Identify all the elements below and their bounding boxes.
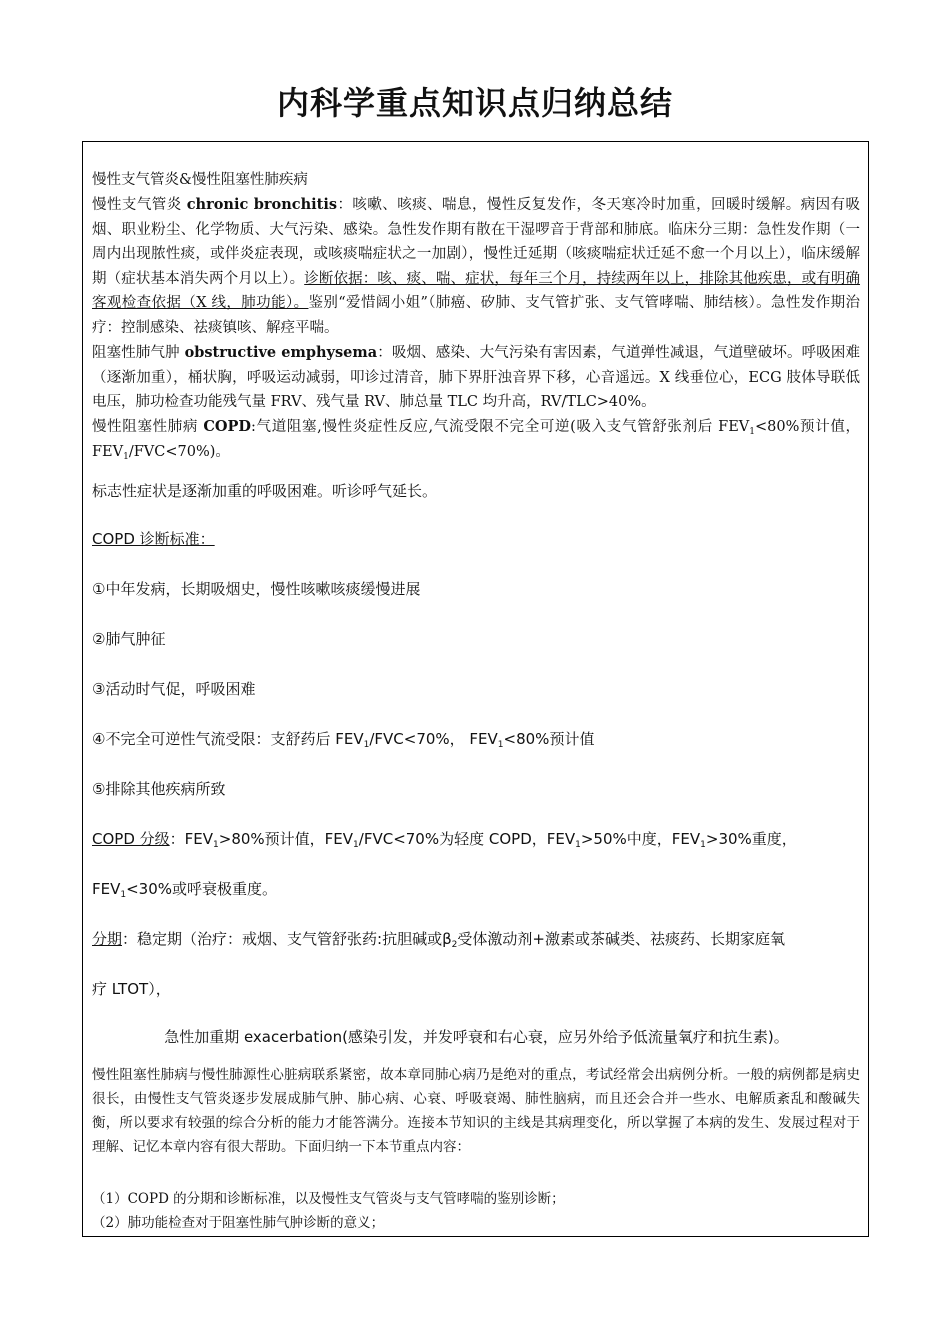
staging-line-2: 疗 LTOT）， [92, 980, 171, 998]
criteria-item: ③活动时气促，呼吸困难 [92, 680, 256, 698]
subscript: 1 [363, 740, 370, 750]
subscript: 1 [123, 451, 129, 462]
subscript: 2 [451, 940, 458, 950]
criteria-item [92, 728, 594, 749]
bronchitis-term: 慢性支气管炎 [92, 197, 187, 213]
subscript: 1 [575, 840, 581, 850]
copd-term-en: COPD [203, 418, 252, 435]
copd-term: 慢性阻塞性肺病 [92, 419, 204, 435]
grading-line-2 [92, 878, 277, 899]
summary-paragraph: 慢性阻塞性肺病与慢性肺源性心脏病联系紧密，故本章同肺心病乃是绝对的重点，考试经常会出病例分析。一般的病例都是病史很长，由慢性支气管炎逐步发展成肺气肿、肺心病、心衰、呼吸衰竭、肺性脑病，而且还会合并一些水、电解质紊乱和酸碱失衡，所以要求有较强的综合分析的能力才能答满分。连接本节知识的主线是其病理变化，所以掌握了本病的发生、发展过程对于理解、记忆本章内容有很大帮助。下面归纳一下本节重点内容： [92, 1067, 860, 1155]
exacerbation-text: 急性加重期 exacerbation(感染引发，并发呼衰和右心衰，应另外给予低流量氧疗和抗生素)。 [164, 1028, 789, 1046]
staging-text: ：稳定期（治疗：戒烟、支气管舒张药:抗胆碱或β [122, 930, 452, 948]
content-box [82, 141, 869, 1237]
bronchitis-tail: 鉴别“爱惜阔小姐”（肺癌、矽肺、支气管扩张、支气管哮喘、肺结核）。急性发作期治疗：控制感染、祛痰镇咳、解痉平喘。 [92, 295, 860, 336]
criteria-item: ②肺气肿征 [92, 630, 166, 648]
copd-body: <80%预计值，FEV [92, 419, 860, 460]
grading-text: >30%重度， [705, 830, 797, 848]
key-point: （1）COPD 的分期和诊断标准，以及慢性支气管炎与支气管哮喘的鉴别诊断； [92, 1191, 565, 1207]
grading-line [92, 828, 797, 849]
grading-label: COPD 分级 [92, 830, 170, 848]
subscript: 1 [749, 427, 755, 437]
bronchitis-diagnosis: 诊断依据：咳、痰、喘、症状，每年三个月，持续两年以上，排除其他疾患，或有明确客观检查依据（X 线，肺功能）。 [92, 270, 861, 311]
grading-text: FEV [92, 880, 121, 898]
subscript: 1 [120, 890, 127, 900]
criteria4-text: <80%预计值 [503, 730, 595, 748]
bronchitis-paragraph [92, 193, 860, 340]
grading-text: <30%或呼衰极重度。 [126, 880, 278, 898]
section-heading: 慢性支气管炎&慢性阻塞性肺疾病 [92, 172, 308, 188]
subscript: 1 [353, 840, 359, 850]
copd-body: /FVC<70%)。 [128, 443, 230, 460]
grading-text: ：FEV [169, 830, 214, 848]
criteria4-text: /FVC<70%， FEV [369, 730, 498, 748]
subscript: 1 [700, 840, 706, 850]
grading-text: /FVC<70%为轻度 COPD，FEV [358, 830, 576, 848]
bronchitis-body: ：咳嗽、咳痰、喘息，慢性反复发作，冬天寒冷时加重，回暖时缓解。病因有吸烟、职业粉尘、化学物质、大气污染、感染。急性发作期有散在干湿啰音于背部和肺底。临床分三期：急性发作期（一周内出现脓性痰，或伴炎症表现，或咳痰喘症状之一加剧），慢性迁延期（咳痰喘症状迁延不愈一个月以上），临床缓解期（症状基本消失两个月以上）。 [92, 197, 861, 287]
grading-text: >50%中度，FEV [580, 830, 701, 848]
criteria4-text: ④不完全可逆性气流受限：支舒药后 FEV [92, 730, 364, 748]
staging-text: 受体激动剂+激素或茶碱类、祛痰药、长期家庭氧 [457, 930, 785, 948]
emphysema-paragraph [92, 341, 860, 415]
page-title: 内科学重点知识点归纳总结 [276, 84, 673, 122]
emphysema-term-en: obstructive emphysema [184, 344, 378, 361]
sign-text: 标志性症状是逐渐加重的呼吸困难。听诊呼气延长。 [92, 482, 438, 500]
staging-line [92, 928, 785, 949]
emphysema-term: 阻塞性肺气肿 [92, 345, 185, 361]
grading-text: >80%预计值，FEV [218, 830, 354, 848]
emphysema-body: ：吸烟、感染、大气污染有害因素，气道弹性减退，气道壁破坏。呼吸困难（逐渐加重），桶状胸，呼吸运动减弱，叩诊过清音，肺下界肝浊音界下移，心音遥远。X 线垂位心，ECG 肢体导联低电压，肺功检查功能残气量 FRV、残气量 RV、肺总量 TLC 均升高，RV/TLC>40%。 [92, 345, 861, 410]
criteria-item: ①中年发病，长期吸烟史，慢性咳嗽咳痰缓慢进展 [92, 580, 421, 598]
criteria-heading [92, 528, 215, 549]
criteria-item: ⑤排除其他疾病所致 [92, 780, 226, 798]
subscript: 1 [497, 740, 504, 750]
subscript: 1 [213, 840, 219, 850]
key-point: （2）肺功能检查对于阻塞性肺气肿诊断的意义； [92, 1215, 385, 1231]
staging-label: 分期 [92, 930, 123, 948]
copd-paragraph [92, 415, 860, 464]
criteria-heading-text: COPD 诊断标准： [92, 530, 215, 548]
copd-body: :气道阻塞,慢性炎症性反应,气流受限不完全可逆(吸入支气管舒张剂后 FEV [251, 419, 750, 435]
bronchitis-term-en: chronic bronchitis [186, 196, 338, 213]
